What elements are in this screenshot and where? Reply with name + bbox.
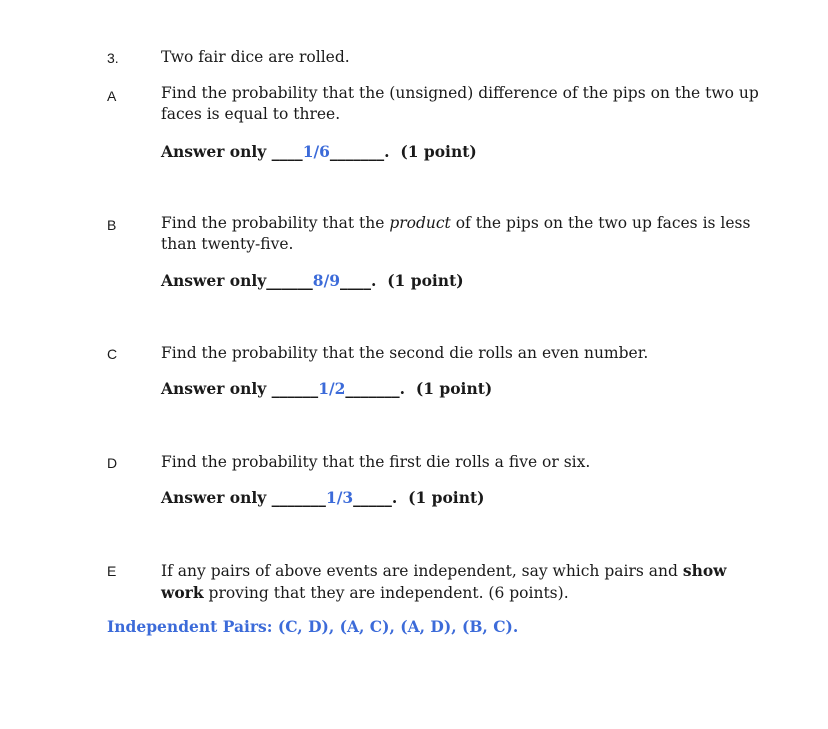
part-d-answer: 1/3 (325, 488, 354, 507)
answer-suffix: ____. (1 point) (340, 271, 464, 290)
question-number: 3. (107, 50, 119, 66)
part-b-answer-line (161, 271, 464, 290)
part-b-answer: 8/9 (312, 271, 341, 290)
answer-suffix: _______. (1 point) (329, 142, 477, 161)
part-b-label: B (107, 217, 117, 233)
answer-prefix: Answer only _______ (161, 488, 326, 507)
part-e-question: If any pairs of above events are independent, say which pairs and show work proving that they are independent. (6 points). (161, 561, 727, 602)
part-c-label: C (107, 346, 118, 362)
part-a-answer: 1/6 (302, 142, 330, 161)
part-c-answer: 1/2 (318, 379, 346, 398)
part-d-question: Find the probability that the first die rolls a five or six. (161, 453, 591, 471)
bold-work: work (161, 583, 204, 602)
part-c-answer-line (161, 379, 492, 398)
answer-prefix: Answer only______ (161, 271, 313, 290)
part-a-question: Find the probability that the (unsigned) difference of the pips on the two up faces is equal to three. (161, 84, 759, 123)
question-text: Two fair dice are rolled. (161, 48, 350, 66)
emphasis-product: product (389, 214, 451, 232)
answer-prefix: Answer only ____ (161, 142, 303, 161)
part-d-answer-line (161, 488, 484, 507)
part-c-question: Find the probability that the second die rolls an even number. (161, 344, 649, 362)
part-a-answer-line (161, 142, 477, 161)
bold-show: show (682, 561, 727, 580)
answer-prefix: Answer only ______ (161, 379, 319, 398)
part-a-label: A (107, 88, 117, 104)
part-d-label: D (107, 455, 118, 471)
part-b-question: Find the probability that the product of the pips on the two up faces is less than twenty-five. (161, 214, 751, 253)
independent-pairs-answer: Independent Pairs: (C, D), (A, C), (A, D), (B, C). (107, 617, 519, 636)
part-e-label: E (107, 563, 117, 579)
answer-suffix: _____. (1 point) (353, 488, 485, 507)
answer-suffix: _______. (1 point) (345, 379, 493, 398)
